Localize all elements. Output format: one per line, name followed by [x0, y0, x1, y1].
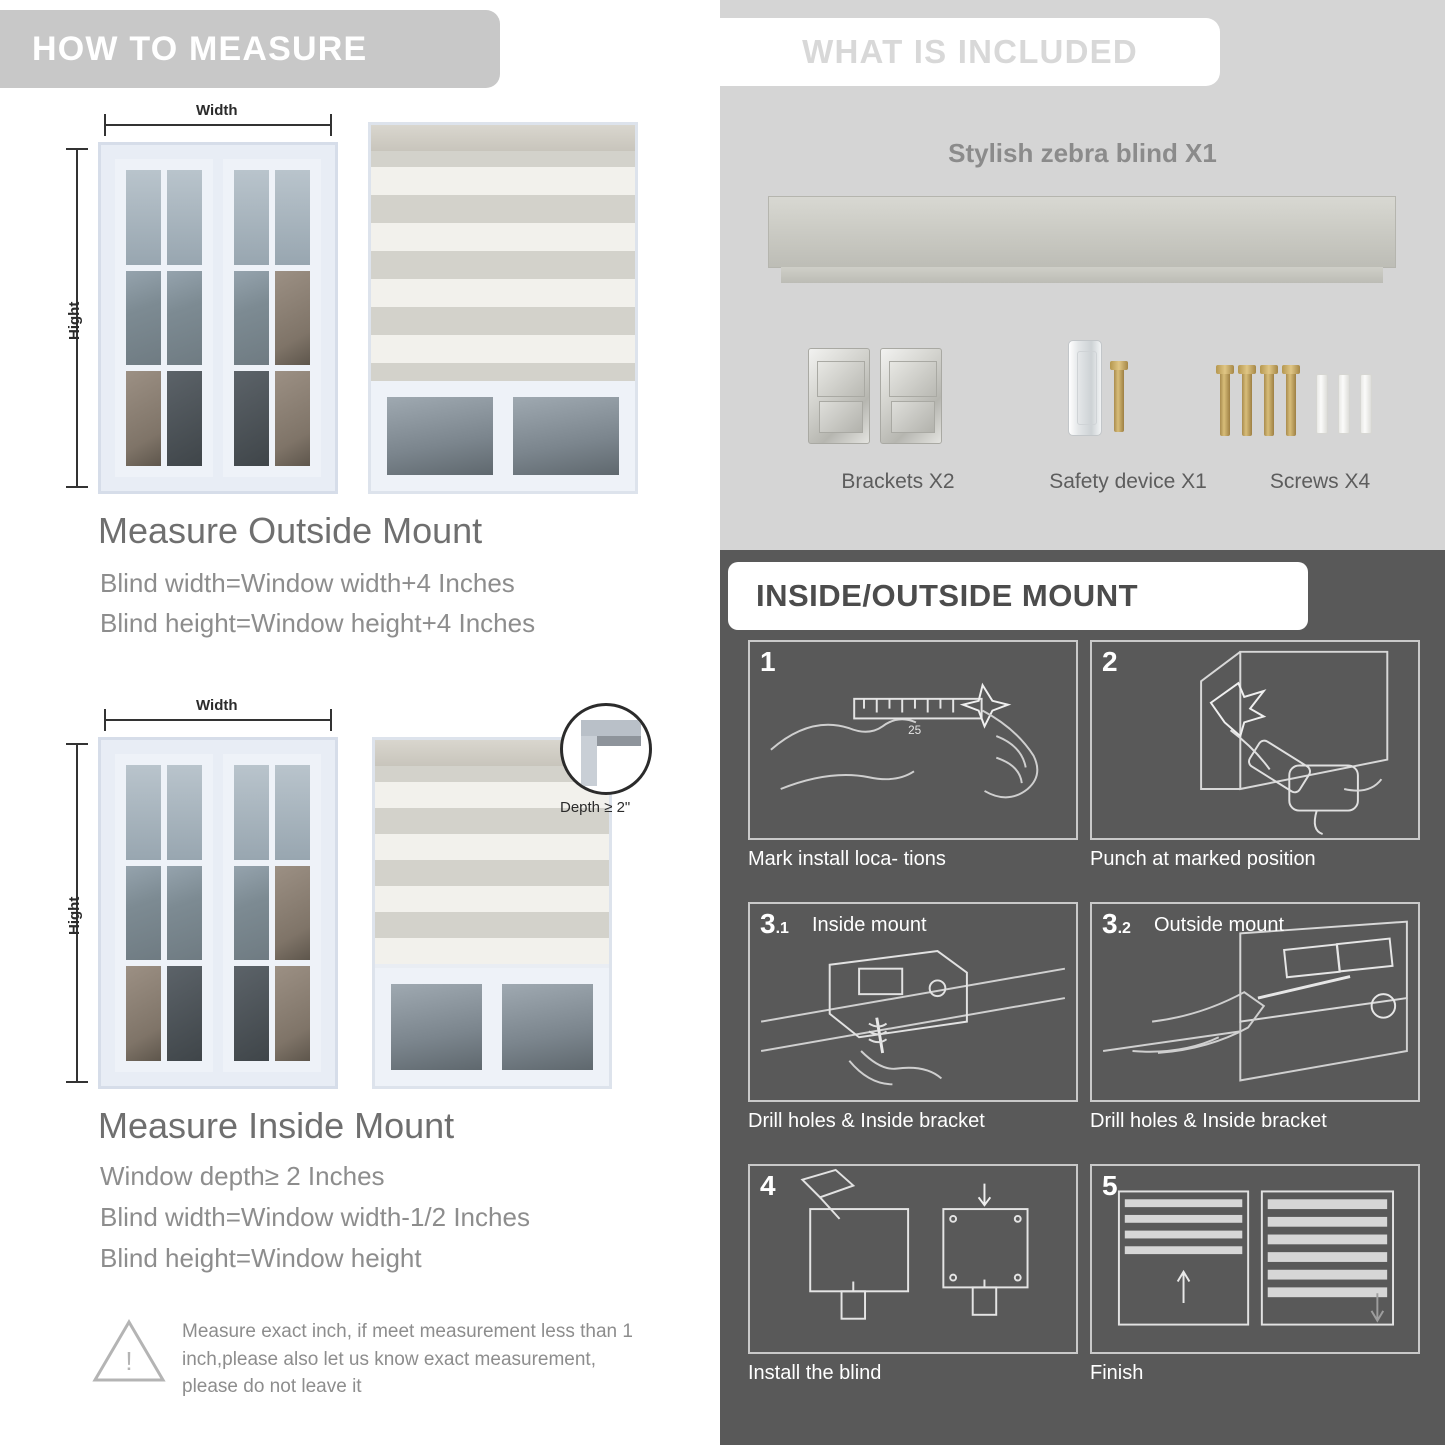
inside-mount-line-3: Blind height=Window height [100, 1243, 422, 1273]
outside-height-label: Hight [66, 301, 83, 340]
step-4-image [748, 1164, 1078, 1354]
step-3-1-number: 3.1 [760, 908, 789, 939]
wall-anchor-icon-1 [1316, 374, 1328, 434]
step-4-number: 4 [760, 1170, 776, 1201]
outside-width-label: Width [196, 102, 238, 119]
inside-height-tick-top [66, 743, 88, 745]
step-3-1-image [748, 902, 1078, 1102]
how-to-measure-tab [0, 10, 500, 88]
screw-icon-3 [1264, 372, 1274, 436]
safety-device-label: Safety device X1 [1049, 470, 1207, 493]
brackets-label: Brackets X2 [841, 470, 955, 493]
what-is-included-panel [720, 0, 1445, 550]
step-4-caption: Install the blind [748, 1362, 882, 1384]
bracket-icon-1 [808, 348, 870, 444]
step-3-2-number: 3.2 [1102, 908, 1131, 939]
screw-icon-2 [1242, 372, 1252, 436]
blind-headrail [371, 125, 635, 151]
outside-mount-line-2: Blind height=Window height+4 Inches [100, 608, 536, 638]
outside-width-tick-left [104, 114, 106, 136]
step-2-sketch [1092, 642, 1418, 838]
blind-inside-window-below [375, 968, 609, 1086]
inside-width-arrow [104, 719, 332, 721]
step-3-2-inline-label: Outside mount [1154, 914, 1285, 936]
safety-device-screw-icon [1114, 368, 1124, 432]
outside-height-tick-top [66, 148, 88, 150]
step-1-sketch [750, 642, 1076, 838]
how-to-measure-panel [0, 0, 712, 1445]
inside-height-tick-bottom [66, 1081, 88, 1083]
step-1-image [748, 640, 1078, 840]
inside-width-tick-right [330, 709, 332, 731]
window-left-sash [115, 159, 213, 477]
inside-width-label: Width [196, 697, 238, 714]
inside-outside-mount-panel [720, 550, 1445, 1445]
step-3-2-caption: Drill holes & Inside bracket [1090, 1110, 1327, 1132]
step-2-caption: Punch at marked position [1090, 848, 1316, 870]
window-inside-right-sash [223, 754, 321, 1072]
inside-mount-line-2: Blind width=Window width-1/2 Inches [100, 1202, 530, 1232]
step-5-caption: Finish [1090, 1362, 1144, 1384]
outside-mount-heading: Measure Outside Mount [98, 510, 483, 551]
inside-width-tick-left [104, 709, 106, 731]
step-1-caption: Mark install loca- tions [748, 848, 946, 870]
outside-height-tick-bottom [66, 486, 88, 488]
included-main-item-label: Stylish zebra blind X1 [948, 138, 1217, 168]
wall-anchor-icon-3 [1360, 374, 1372, 434]
screw-icon-4 [1286, 372, 1296, 436]
outside-width-tick-right [330, 114, 332, 136]
svg-text:25: 25 [908, 724, 922, 738]
step-5-image [1090, 1164, 1420, 1354]
window-inside-left-sash [115, 754, 213, 1072]
what-is-included-tab [720, 18, 1220, 86]
what-is-included-title: WHAT IS INCLUDED [802, 33, 1138, 70]
window-right-sash [223, 159, 321, 477]
outside-mount-line-1: Blind width=Window width+4 Inches [100, 568, 515, 598]
depth-callout-circle [560, 703, 652, 795]
step-5-sketch [1092, 1166, 1418, 1352]
how-to-measure-title: HOW TO MEASURE [32, 29, 368, 68]
blind-inside-mount [372, 737, 612, 1089]
blind-outside-window-below [371, 381, 635, 491]
step-2-image [1090, 640, 1420, 840]
screw-icon-1 [1220, 372, 1230, 436]
step-3-1-caption: Drill holes & Inside bracket [748, 1110, 985, 1132]
step-4-sketch [750, 1166, 1076, 1352]
step-3-1-inline-label: Inside mount [812, 914, 927, 936]
inside-outside-mount-title: INSIDE/OUTSIDE MOUNT [756, 578, 1139, 613]
step-3-2-image [1090, 902, 1420, 1102]
bracket-icon-2 [880, 348, 942, 444]
step-1-number: 1 [760, 646, 776, 677]
step-2-number: 2 [1102, 646, 1118, 677]
zebra-blind-headrail-image [768, 196, 1396, 268]
depth-label: Depth ≥ 2" [560, 799, 631, 816]
outside-width-arrow [104, 124, 332, 126]
blind-outside-mount [368, 122, 638, 494]
screws-label: Screws X4 [1269, 470, 1371, 493]
svg-text:!: ! [125, 1346, 133, 1376]
measure-note-text: Measure exact inch, if meet measurement less than 1 inch,please also let us know exact measurement, please do not leave it [182, 1321, 633, 1398]
safety-device-icon [1068, 340, 1102, 436]
inside-mount-heading: Measure Inside Mount [98, 1105, 455, 1146]
window-inside [98, 737, 338, 1089]
window-outside [98, 142, 338, 494]
measure-note [92, 1318, 652, 1401]
inside-height-label: Hight [66, 896, 83, 935]
inside-outside-mount-tab [728, 562, 1308, 630]
inside-mount-line-1: Window depth≥ 2 Inches [100, 1161, 385, 1191]
wall-anchor-icon-2 [1338, 374, 1350, 434]
step-5-number: 5 [1102, 1170, 1118, 1201]
warning-triangle-icon [92, 1318, 166, 1384]
